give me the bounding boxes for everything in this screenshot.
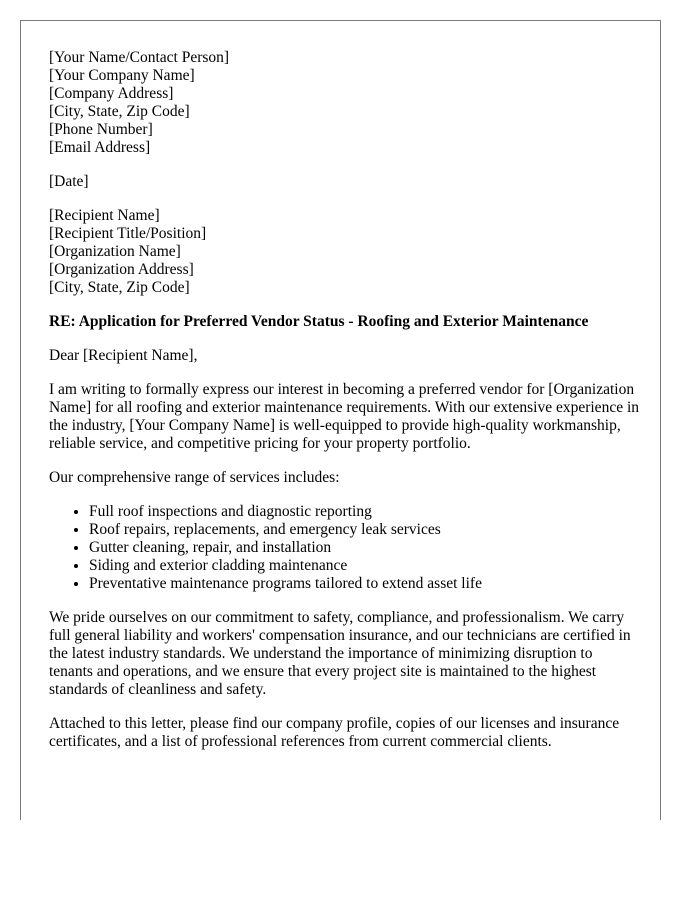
letter-date: [Date] [49,173,89,190]
services-list-item: • Gutter cleaning, repair, and installation [89,539,639,557]
sender-name: [Your Name/Contact Person] [49,49,230,66]
recipient-block [49,207,639,297]
sender-block [49,49,639,157]
services-list-item: • Siding and exterior cladding maintenance [89,557,639,575]
letter-content [49,49,639,767]
sender-phone: [Phone Number] [49,121,153,138]
sender-city-state-zip: [City, State, Zip Code] [49,103,190,120]
services-list [49,503,639,593]
sender-company: [Your Company Name] [49,67,195,84]
sender-email: [Email Address] [49,139,151,156]
recipient-title: [Recipient Title/Position] [49,225,207,242]
services-list-item: • Preventative maintenance programs tailored to extend asset life [89,575,639,593]
services-list-item: • Full roof inspections and diagnostic reporting [89,503,639,521]
letter-page [20,20,661,820]
sender-address: [Company Address] [49,85,174,102]
services-intro: Our comprehensive range of services includes: [49,469,340,486]
salutation: Dear [Recipient Name], [49,347,198,364]
date-block [49,173,639,191]
recipient-name: [Recipient Name] [49,207,160,224]
recipient-organization: [Organization Name] [49,243,181,260]
subject-line: RE: Application for Preferred Vendor Status - Roofing and Exterior Maintenance [49,313,589,330]
commitment-paragraph: We pride ourselves on our commitment to safety, compliance, and professionalism. We carry full general liability and workers' compensation insurance, and our technicians are certified in the latest industry standards. We understand the importance of minimizing disruption to tenants and operations, and we ensure that every project site is maintained to the highest standards of cleanliness and safety. [49,609,631,698]
attachments-paragraph: Attached to this letter, please find our company profile, copies of our licenses and insurance certificates, and a list of professional references from current commercial clients. [49,715,620,750]
recipient-address: [Organization Address] [49,261,194,278]
services-list-item: • Roof repairs, replacements, and emergency leak services [89,521,639,539]
intro-paragraph: I am writing to formally express our interest in becoming a preferred vendor for [Organization Name] for all roofing and exterior maintenance requirements. With our extensive experience in the industry, [Your Company Name] is well-equipped to provide high-quality workmanship, reliable service, and competitive pricing for your property portfolio. [49,381,640,452]
recipient-city-state-zip: [City, State, Zip Code] [49,279,190,296]
